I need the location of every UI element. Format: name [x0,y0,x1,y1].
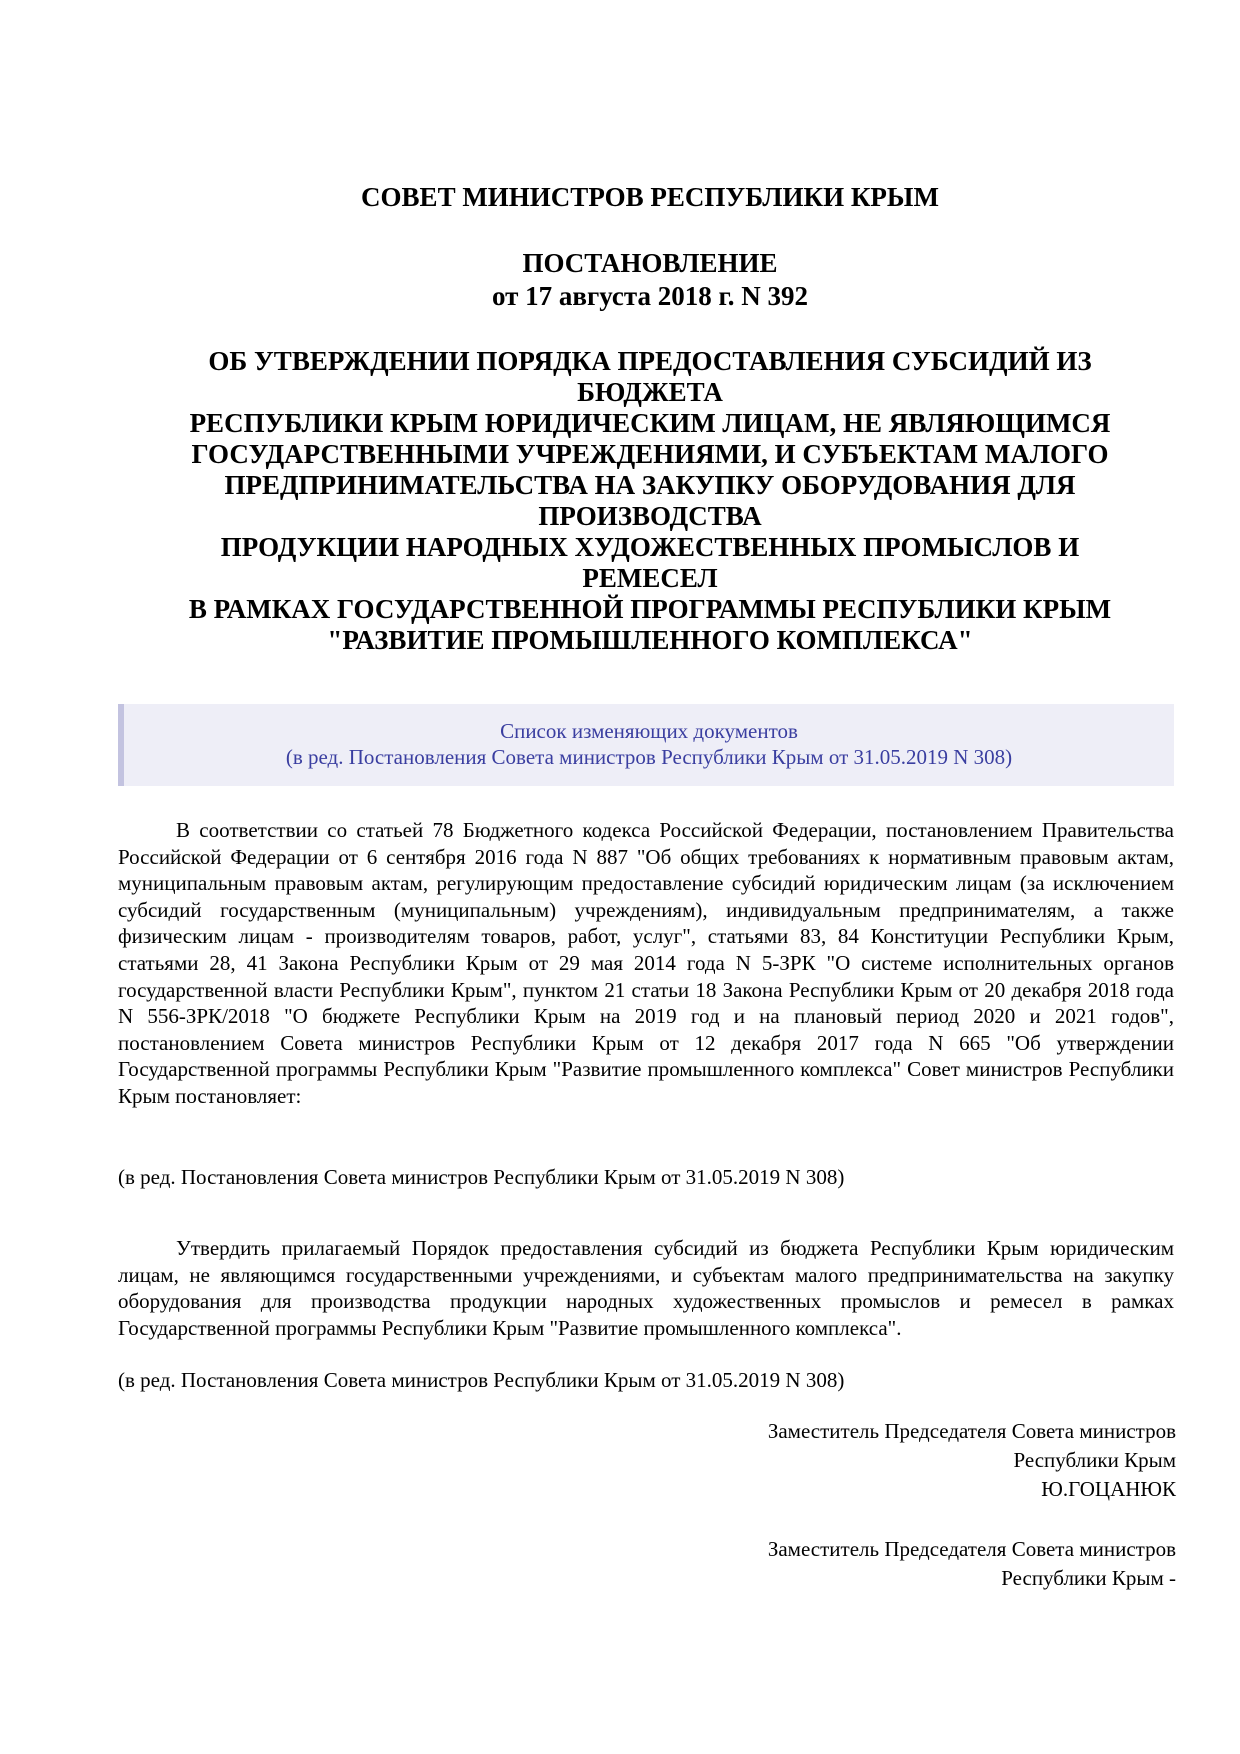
document-type: ПОСТАНОВЛЕНИЕ [522,248,778,278]
title-line: ПРОДУКЦИИ НАРОДНЫХ ХУДОЖЕСТВЕННЫХ ПРОМЫСЛОВ И [220,532,1080,562]
title-line: В РАМКАХ ГОСУДАРСТВЕННОЙ ПРОГРАММЫ РЕСПУБЛИКИ КРЫМ [188,594,1112,624]
signatory-position: Республики Крым - [1001,1566,1176,1590]
preamble-paragraph: В соответствии со статьей 78 Бюджетного кодекса Российской Федерации, постановлением Правительства Российской Федерации от 6 сентября 2016 года N 887 "Об общих требованиях к нормативным правовым актам, муниципальным правовым актам, регулирующим предоставление субсидий юридическим лицам (за исключением субсидий государственным (муниципальным) учреждениям), индивидуальным предпринимателям, а также физическим лицам - производителям товаров, работ, услуг", статьями 83, 84 Конституции Республики Крым, статьями 28, 41 Закона Республики Крым от 29 мая 2014 года N 5-ЗРК "О системе исполнительных органов государственной власти Республики Крым", пунктом 21 статьи 18 Закона Республики Крым от 20 декабря 2018 года N 556-ЗРК/2018 "О бюджете Республики Крым на 2019 год и на плановый период 2020 и 2021 годов", постановлением Совета министров Республики Крым от 12 декабря 2017 года N 665 "Об утверждении Государственной программы Республики Крым "Развитие промышленного комплекса" Совет министров Республики Крым постановляет: [118,818,1174,1108]
title-line: ПРЕДПРИНИМАТЕЛЬСТВА НА ЗАКУПКУ ОБОРУДОВАНИЯ ДЛЯ [224,470,1076,500]
signatory-position: Заместитель Председателя Совета министров [767,1537,1176,1561]
signature-block [476,1535,1176,1593]
decision-edit-note[interactable]: (в ред. Постановления Совета министров Республики Крым от 31.05.2019 N 308) [118,1368,845,1392]
amendments-reference[interactable]: (в ред. Постановления Совета министров Республики Крым от 31.05.2019 N 308) [285,745,1013,769]
document-date-number: от 17 августа 2018 г. N 392 [492,281,808,311]
title-line: ПРОИЗВОДСТВА [538,501,762,531]
signatory-position: Республики Крым [1013,1448,1176,1472]
decision-paragraph: Утвердить прилагаемый Порядок предоставления субсидий из бюджета Республики Крым юридическим лицам, не являющимся государственными учреждениями, и субъектам малого предпринимательства на закупку оборудования для производства продукции народных художественных промыслов и ремесел в рамках Государственной программы Республики Крым "Развитие промышленного комплекса". [118,1236,1174,1340]
preamble-edit-note[interactable]: (в ред. Постановления Совета министров Республики Крым от 31.05.2019 N 308) [118,1165,845,1189]
title-line: РЕСПУБЛИКИ КРЫМ ЮРИДИЧЕСКИМ ЛИЦАМ, НЕ ЯВЛЯЮЩИМСЯ [189,408,1111,438]
signature-block [476,1417,1176,1504]
document-title [120,346,1180,656]
title-line: ОБ УТВЕРЖДЕНИИ ПОРЯДКА ПРЕДОСТАВЛЕНИЯ СУБСИДИЙ ИЗ [208,346,1092,376]
title-line: "РАЗВИТИЕ ПРОМЫШЛЕННОГО КОМПЛЕКСА" [327,625,973,655]
title-line: ГОСУДАРСТВЕННЫМИ УЧРЕЖДЕНИЯМИ, И СУБЪЕКТАМ МАЛОГО [191,439,1109,469]
signatory-position: Заместитель Председателя Совета министров [767,1419,1176,1443]
organization-title: СОВЕТ МИНИСТРОВ РЕСПУБЛИКИ КРЫМ [361,182,939,212]
amendments-box [118,704,1174,786]
amendments-heading: Список изменяющих документов [500,719,798,743]
title-line: БЮДЖЕТА [577,377,723,407]
title-line: РЕМЕСЕЛ [582,563,718,593]
signatory-name: Ю.ГОЦАНЮК [1041,1477,1176,1501]
